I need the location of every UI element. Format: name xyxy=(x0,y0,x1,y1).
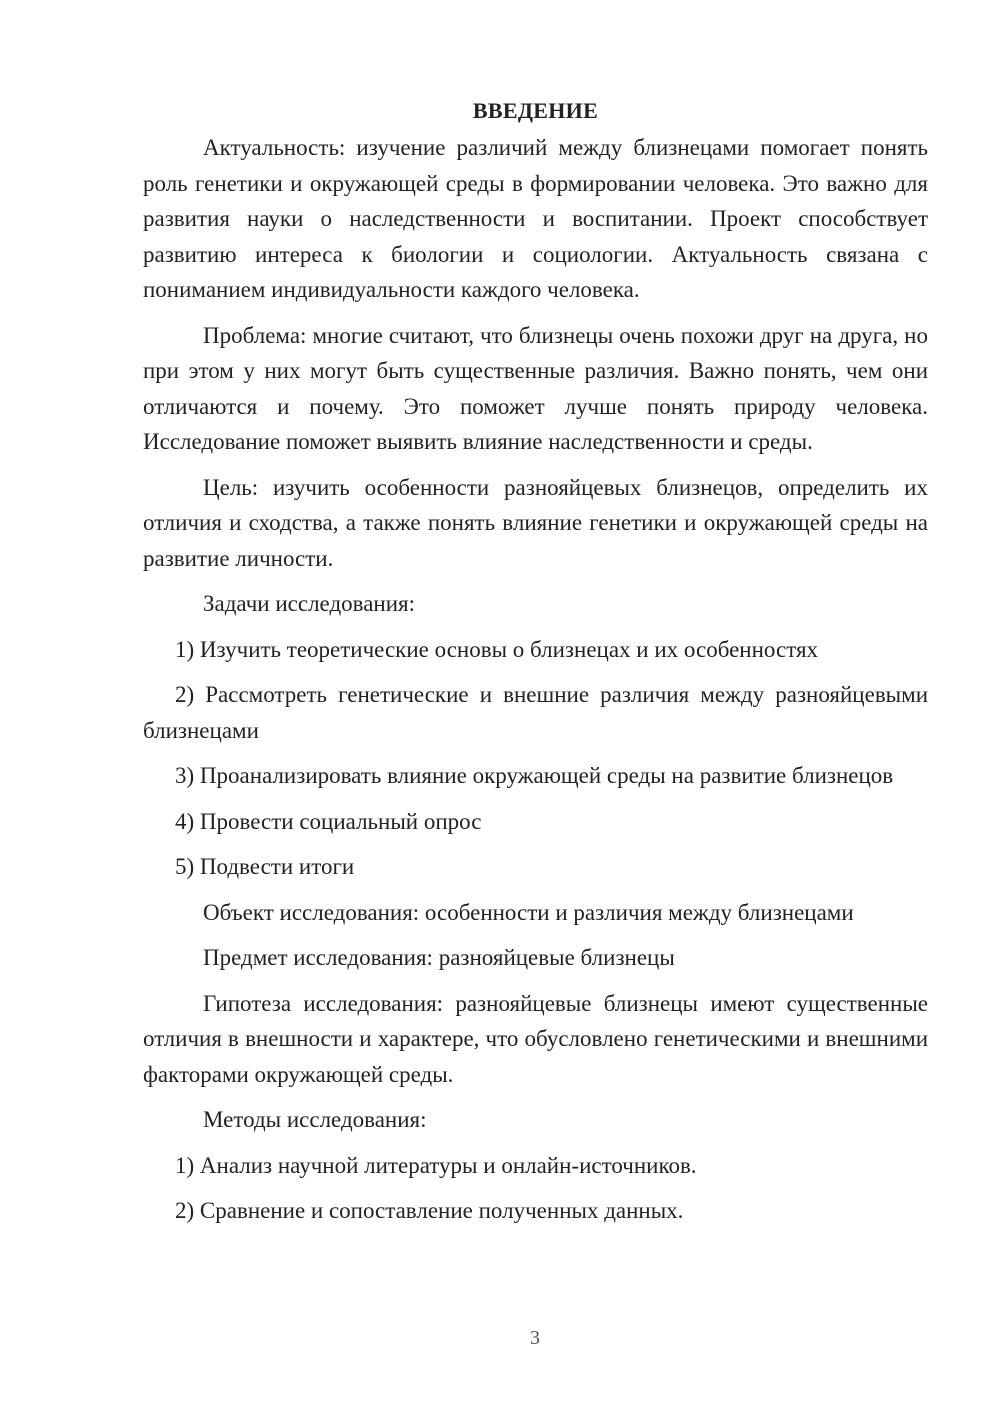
section-heading: ВВЕДЕНИЕ xyxy=(472,98,599,123)
methods-title: Методы исследования: xyxy=(203,1107,427,1132)
method-item: 1) Анализ научной литературы и онлайн-источников. xyxy=(175,1152,697,1178)
task-item: 3) Проанализировать влияние окружающей среды на развитие близнецов xyxy=(175,763,894,788)
task-item: 4) Провести социальный опрос xyxy=(175,808,482,834)
paragraph-subject: Предмет исследования: разнояйцевые близнецы xyxy=(203,945,675,970)
document-body xyxy=(143,93,928,1229)
method-item: 2) Сравнение и сопоставление полученных данных. xyxy=(175,1198,684,1223)
task-item: 2) Рассмотреть генетические и внешние различия между разнояйцевыми близнецами xyxy=(143,682,928,743)
paragraph-object: Объект исследования: особенности и различия между близнецами xyxy=(203,899,854,925)
page-number: 3 xyxy=(530,1327,540,1349)
paragraph-relevance: Актуальность: изучение различий между близнецами помогает понять роль генетики и окружающей среды в формировании человека. Это важно для развития науки о наследственности и воспитании. Проект способствует развитию интереса к биологии и социологии. Актуальность связана с пониманием индивидуальности каждого человека. xyxy=(143,135,928,302)
task-item: 5) Подвести итоги xyxy=(175,854,355,879)
tasks-title: Задачи исследования: xyxy=(203,591,416,616)
paragraph-hypothesis: Гипотеза исследования: разнояйцевые близнецы имеют существенные отличия в внешности и характере, что обусловлено генетическими и внешними факторами окружающей среды. xyxy=(143,990,928,1087)
task-item: 1) Изучить теоретические основы о близнецах и их особенностях xyxy=(175,636,819,662)
paragraph-problem: Проблема: многие считают, что близнецы очень похожи друг на друга, но при этом у них могут быть существенные различия. Важно понять, чем они отличаются и почему. Это поможет лучше понять природу человека. Исследование поможет выявить влияние наследственности и среды. xyxy=(143,322,928,454)
paragraph-goal: Цель: изучить особенности разнояйцевых близнецов, определить их отличия и сходства, а также понять влияние генетики и окружающей среды на развитие личности. xyxy=(143,474,928,571)
